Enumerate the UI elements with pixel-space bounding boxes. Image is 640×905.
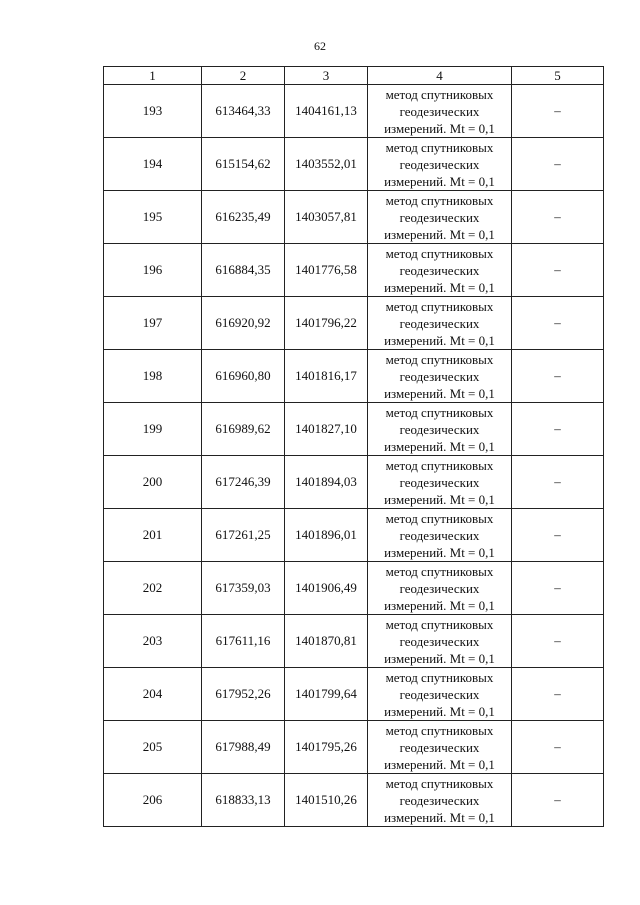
method-line: метод спутниковых [385, 139, 494, 155]
point-number-cell: 205 [104, 721, 202, 774]
method-cell [368, 721, 512, 774]
method-cell [368, 403, 512, 456]
method-line: геодезических [399, 368, 480, 384]
method-line: метод спутниковых [385, 722, 494, 738]
table-row [104, 138, 604, 191]
point-number-cell: 198 [104, 350, 202, 403]
table-row [104, 668, 604, 721]
method-cell [368, 138, 512, 191]
method-line: геодезических [399, 739, 480, 755]
method-line: геодезических [399, 792, 480, 808]
method-line: метод спутниковых [385, 245, 494, 261]
y-coordinate-cell: 1401906,49 [285, 562, 368, 615]
point-number-cell: 193 [104, 85, 202, 138]
method-line: геодезических [399, 262, 480, 278]
method-line: измерений. Mt = 0,1 [384, 120, 495, 136]
description-cell: – [512, 509, 604, 562]
x-coordinate-cell: 617246,39 [202, 456, 285, 509]
column-header-4: 4 [368, 67, 512, 85]
description-cell: – [512, 774, 604, 827]
method-line: измерений. Mt = 0,1 [384, 756, 495, 772]
y-coordinate-cell: 1401795,26 [285, 721, 368, 774]
method-line: измерений. Mt = 0,1 [384, 597, 495, 613]
y-coordinate-cell: 1401894,03 [285, 456, 368, 509]
point-number-cell: 200 [104, 456, 202, 509]
y-coordinate-cell: 1401870,81 [285, 615, 368, 668]
y-coordinate-cell: 1401776,58 [285, 244, 368, 297]
method-cell [368, 509, 512, 562]
method-line: измерений. Mt = 0,1 [384, 491, 495, 507]
method-line: метод спутниковых [385, 192, 494, 208]
table-header-row [104, 67, 604, 85]
table-row [104, 615, 604, 668]
table-row [104, 403, 604, 456]
method-line: измерений. Mt = 0,1 [384, 438, 495, 454]
column-header-2: 2 [202, 67, 285, 85]
description-cell: – [512, 721, 604, 774]
x-coordinate-cell: 618833,13 [202, 774, 285, 827]
description-cell: – [512, 191, 604, 244]
method-line: геодезических [399, 209, 480, 225]
x-coordinate-cell: 615154,62 [202, 138, 285, 191]
point-number-cell: 197 [104, 297, 202, 350]
y-coordinate-cell: 1401510,26 [285, 774, 368, 827]
description-cell: – [512, 456, 604, 509]
x-coordinate-cell: 616920,92 [202, 297, 285, 350]
method-cell [368, 350, 512, 403]
method-line: геодезических [399, 315, 480, 331]
x-coordinate-cell: 617988,49 [202, 721, 285, 774]
method-line: измерений. Mt = 0,1 [384, 332, 495, 348]
table-row [104, 456, 604, 509]
method-cell [368, 191, 512, 244]
method-line: метод спутниковых [385, 351, 494, 367]
y-coordinate-cell: 1401799,64 [285, 668, 368, 721]
method-line: геодезических [399, 633, 480, 649]
method-line: метод спутниковых [385, 616, 494, 632]
method-line: метод спутниковых [385, 404, 494, 420]
x-coordinate-cell: 616960,80 [202, 350, 285, 403]
method-cell [368, 774, 512, 827]
x-coordinate-cell: 616884,35 [202, 244, 285, 297]
method-line: измерений. Mt = 0,1 [384, 703, 495, 719]
x-coordinate-cell: 613464,33 [202, 85, 285, 138]
method-line: метод спутниковых [385, 775, 494, 791]
method-line: метод спутниковых [385, 86, 494, 102]
method-line: измерений. Mt = 0,1 [384, 385, 495, 401]
method-line: метод спутниковых [385, 298, 494, 314]
column-header-1: 1 [104, 67, 202, 85]
description-cell: – [512, 244, 604, 297]
point-number-cell: 201 [104, 509, 202, 562]
table-row [104, 774, 604, 827]
method-line: метод спутниковых [385, 457, 494, 473]
method-cell [368, 562, 512, 615]
method-line: измерений. Mt = 0,1 [384, 544, 495, 560]
method-cell [368, 615, 512, 668]
table-row [104, 509, 604, 562]
column-header-5: 5 [512, 67, 604, 85]
method-line: измерений. Mt = 0,1 [384, 226, 495, 242]
x-coordinate-cell: 617261,25 [202, 509, 285, 562]
point-number-cell: 204 [104, 668, 202, 721]
method-line: метод спутниковых [385, 563, 494, 579]
table-row [104, 85, 604, 138]
y-coordinate-cell: 1403057,81 [285, 191, 368, 244]
method-line: геодезических [399, 421, 480, 437]
y-coordinate-cell: 1404161,13 [285, 85, 368, 138]
method-line: измерений. Mt = 0,1 [384, 809, 495, 825]
method-cell [368, 456, 512, 509]
point-number-cell: 199 [104, 403, 202, 456]
x-coordinate-cell: 617611,16 [202, 615, 285, 668]
method-line: измерений. Mt = 0,1 [384, 173, 495, 189]
method-line: геодезических [399, 527, 480, 543]
table-row [104, 562, 604, 615]
coordinates-table [103, 66, 604, 827]
table-row [104, 721, 604, 774]
y-coordinate-cell: 1401827,10 [285, 403, 368, 456]
table-row [104, 191, 604, 244]
method-line: метод спутниковых [385, 669, 494, 685]
method-line: геодезических [399, 686, 480, 702]
y-coordinate-cell: 1401796,22 [285, 297, 368, 350]
y-coordinate-cell: 1403552,01 [285, 138, 368, 191]
method-cell [368, 668, 512, 721]
method-line: геодезических [399, 580, 480, 596]
description-cell: – [512, 668, 604, 721]
description-cell: – [512, 138, 604, 191]
column-header-3: 3 [285, 67, 368, 85]
point-number-cell: 206 [104, 774, 202, 827]
method-line: измерений. Mt = 0,1 [384, 650, 495, 666]
y-coordinate-cell: 1401896,01 [285, 509, 368, 562]
point-number-cell: 194 [104, 138, 202, 191]
description-cell: – [512, 297, 604, 350]
description-cell: – [512, 615, 604, 668]
table-row [104, 350, 604, 403]
method-cell [368, 297, 512, 350]
y-coordinate-cell: 1401816,17 [285, 350, 368, 403]
method-line: геодезических [399, 103, 480, 119]
method-line: геодезических [399, 156, 480, 172]
method-line: измерений. Mt = 0,1 [384, 279, 495, 295]
x-coordinate-cell: 616989,62 [202, 403, 285, 456]
point-number-cell: 203 [104, 615, 202, 668]
x-coordinate-cell: 617359,03 [202, 562, 285, 615]
page-number: 62 [314, 39, 326, 53]
table-row [104, 244, 604, 297]
description-cell: – [512, 562, 604, 615]
method-cell [368, 244, 512, 297]
method-line: метод спутниковых [385, 510, 494, 526]
method-cell [368, 85, 512, 138]
description-cell: – [512, 350, 604, 403]
x-coordinate-cell: 617952,26 [202, 668, 285, 721]
point-number-cell: 202 [104, 562, 202, 615]
point-number-cell: 195 [104, 191, 202, 244]
description-cell: – [512, 403, 604, 456]
x-coordinate-cell: 616235,49 [202, 191, 285, 244]
point-number-cell: 196 [104, 244, 202, 297]
method-line: геодезических [399, 474, 480, 490]
description-cell: – [512, 85, 604, 138]
table-row [104, 297, 604, 350]
